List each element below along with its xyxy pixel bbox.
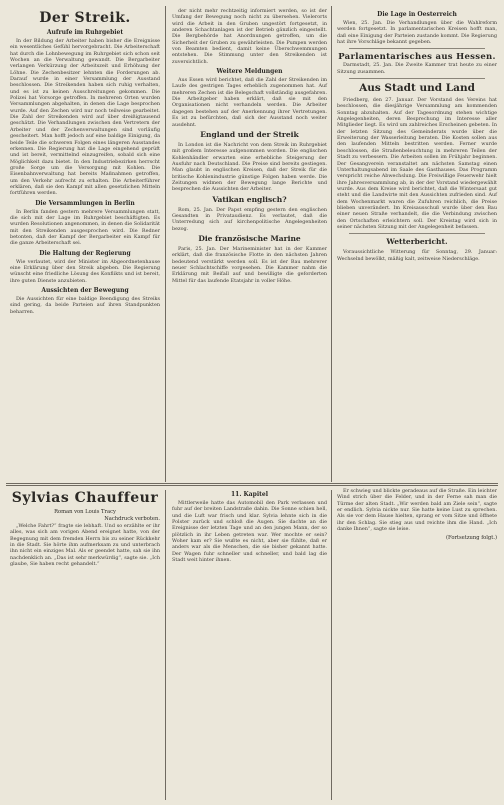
continued-note: (Fortsetzung folgt.) bbox=[445, 535, 497, 542]
feuilleton-rule bbox=[6, 485, 498, 486]
column-3 bbox=[337, 8, 497, 263]
article-body: Die Aussichten für eine baldige Beendigung des Streiks sind gering, da beide Parteien auf ihren Standpunkten beharren. bbox=[10, 296, 160, 315]
feuilleton-rule bbox=[6, 483, 498, 484]
feuilleton-text: Er schwieg und blickte geradeaus auf die Straße. Ein leichter Wind strich über die Felder, und in der Ferne sah man die Türme der alten Stadt. „Wir werden bald am Ziele sein“, sagte er endlich. Sylvia nickte nur. Sie hatte keine Lust zu sprechen. Als sie vor dem Hause hielten, sprang er vom Sitze und öffnete ihr den Schlag. Sie stieg aus und reichte ihm die Hand. „Ich danke Ihnen“, sagte sie leise. bbox=[337, 488, 497, 533]
article-heading: Die französische Marine bbox=[198, 233, 301, 243]
article-body: In Berlin fanden gestern mehrere Versammlungen statt, die sich mit der Lage im Ruhrgebiet beschäftigten. Es wurden Resolutionen angenommen, in denen die Solidarität mit den Streikenden ausgesprochen wird. Die Redner betonten, daß der Kampf der Bergarbeiter ein Kampf für die ganze Arbeiterschaft sei. bbox=[10, 208, 160, 247]
feuilleton-column-3 bbox=[337, 488, 497, 542]
article-body: In London ist die Nachricht von dem Streik im Ruhrgebiet mit großem Interesse aufgenommen worden. Die englischen Kohlenhändler erwarten eine erhebliche Steigerung der Ausfuhr nach Deutschland. Die Preise sind bereits gestiegen. Man glaubt in englischen Kreisen, daß der Streik für die britische Kohlenindustrie günstige Folgen haben werde. Die Zeitungen widmen der Bewegung lange Berichte und besprechen die Aussichten der Arbeiter. bbox=[172, 141, 327, 193]
article-subheading: Aufrufe im Ruhrgebiet bbox=[46, 29, 124, 36]
article-body: Paris, 25. Jan. Der Marineminister hat in der Kammer erklärt, daß die französische Flotte in den nächsten Jahren bedeutend verstärkt werden soll. Es ist der Bau mehrerer neuer Schlachtschiffe vorgesehen. Die Kammer nahm die Erklärung mit Beifall auf und bewilligte die geforderten Mittel für das laufende Etatsjahr in voller Höhe. bbox=[172, 245, 327, 284]
section-heading: Wetterbericht. bbox=[386, 237, 448, 247]
article-heading: Der Streik. bbox=[39, 10, 131, 26]
divider bbox=[349, 233, 485, 234]
article-subheading: Weitere Meldungen bbox=[216, 68, 283, 76]
column-rule bbox=[165, 6, 166, 482]
article-subheading: Aussichten der Bewegung bbox=[41, 287, 129, 295]
article-body: der nicht mehr rechtzeitig informiert werden, so ist der Umfang der Bewegung noch nicht zu übersehen. Vielerorts wird die Arbeit in den Gruben ungestört fortgesetzt, in anderen Schachtanlagen ist der Betrieb gänzlich eingestellt. Die Bergbehörde hat Anordnungen getroffen, um die Sicherheit der Gruben zu gewährleisten. Die Pumpen werden von Beamten bedient, damit keine Überschwemmungen entstehen. Die Stimmung unter den Streikenden ist zuversichtlich. bbox=[172, 8, 327, 65]
article-subheading: Die Lage in Oesterreich bbox=[377, 11, 457, 18]
section-heading: Aus Stadt und Land bbox=[359, 82, 475, 95]
article-body: In der Bildung der Arbeiter haben bisher die Ereignisse ein wesentliches Gefühl hervorgebracht. Die Arbeiterschaft hat durch die Lohnbewegung im Ruhrgebiet sich schon seit Wochen an die Verwaltung gewandt. Die Bergarbeiter verlangen Verkürzung der Arbeitszeit und Erhöhung der Löhne. Die Zechenbesitzer lehnten die Forderungen ab. Darauf wurde in einer Versammlung der Ausstand beschlossen. Die Streikenden haben sich ruhig verhalten, und es ist zu keinen Ausschreitungen gekommen. Die Polizei hat Vorsorge getroffen. In mehreren Orten wurden Versammlungen abgehalten, in denen die Lage besprochen wurde. Auf den Zechen wird nur noch teilweise gearbeitet. Die Zahl der Streikenden wird auf über dreißigtausend geschätzt. Die Verhandlungen zwischen den Vertretern der Arbeiter und der Zechenverwaltungen sind vorläufig gescheitert. Man hofft jedoch auf eine baldige Einigung, da beide Teile die schweren Folgen eines längeren Ausstandes erkennen. Die Regierung hat die Lage eingehend geprüft und ist bereit, vermittelnd einzugreifen, sobald sich eine Möglichkeit dazu bietet. In den Industriebezirken herrscht große Sorge um die Versorgung mit Kohlen. Die Eisenbahnverwaltung hat bereits Maßnahmen getroffen, um den Verkehr aufrecht zu erhalten. Die Arbeiterführer erklären, daß sie den Kampf mit allen gesetzlichen Mitteln fortführen werden. bbox=[10, 38, 160, 197]
feuilleton-text: Mittlerweile hatte das Automobil den Park verlassen und fuhr auf der breiten Landstraße dahin. Die Sonne schien hell, und die Luft war frisch und klar. Sylvia lehnte sich in die Polster zurück und schloß die Augen. Sie dachte an die Ereignisse der letzten Tage und an den jungen Mann, der so plötzlich in ihr Leben getreten war. Wer mochte er sein? Woher kam er? Sie wußte es nicht, aber sie fühlte, daß er anders war als die Menschen, die sie bisher gekannt hatte. Der Wagen fuhr schneller und schneller, und bald lag die Stadt weit hinter ihnen. bbox=[172, 500, 327, 564]
feuilleton-column-2 bbox=[172, 488, 327, 564]
feuilleton-byline: Roman von Louis Tracy bbox=[54, 509, 116, 515]
article-body: Voraussichtliche Witterung für Sonntag, 29. Januar: Wechselnd bewölkt, mäßig kalt, zeitweise Niederschläge. bbox=[337, 249, 497, 262]
divider bbox=[349, 48, 485, 49]
article-heading: Vatikan englisch? bbox=[212, 194, 287, 204]
article-body: Wien, 25. Jan. Die Verhandlungen über die Wahlreform werden fortgesetzt. In parlamentarischen Kreisen hofft man, daß eine Einigung der Parteien zustande kommt. Die Regierung hat ihre Vorschläge bekannt gegeben. bbox=[337, 20, 497, 46]
feuilleton-title: Sylvias Chauffeur bbox=[11, 490, 159, 506]
article-body: Wie verlautet, wird der Minister im Abgeordnetenhause eine Erklärung über den Streik abgeben. Die Regierung wünscht eine friedliche Lösung des Konflikts und ist bereit, ihre guten Dienste anzubieten. bbox=[10, 258, 160, 284]
feuilleton-text: „Welche Fahrt?“ fragte sie lebhaft. Und so erzählte er ihr alles, was sich am vorigen Abend ereignet hatte, von der Begegnung mit dem fremden Herrn bis zu seiner Rückkehr in die Stadt. Sie hörte ihm aufmerksam zu und unterbrach ihn nicht ein einziges Mal. Als er geendet hatte, sah sie ihn nachdenklich an. „Das ist sehr merkwürdig“, sagte sie. „Ich glaube, Sie haben recht gehandelt.“ bbox=[10, 523, 160, 568]
article-heading: England und der Streik bbox=[200, 129, 299, 139]
article-subheading: Die Haltung der Regierung bbox=[39, 249, 131, 257]
section-heading: Parlamentarisches aus Hessen. bbox=[338, 52, 496, 63]
column-2 bbox=[172, 8, 327, 285]
article-body: Aus Essen wird berichtet, daß die Zahl der Streikenden im Laufe des gestrigen Tages erheblich zugenommen hat. Auf mehreren Zechen ist die Belegschaft vollständig ausgefahren. Die Arbeitgeber haben erklärt, daß sie mit den Organisationen nicht verhandeln werden. Die Arbeiter dagegen bestehen auf der Anerkennung ihrer Vertretungen. Es ist zu befürchten, daß sich der Ausstand noch weiter ausdehnt. bbox=[172, 77, 327, 128]
article-body: Friedberg, den 27. Januar. Der Vorstand des Vereins hat beschlossen, die diesjährige Versammlung am kommenden Sonntag abzuhalten. Auf der Tagesordnung stehen wichtige Angelegenheiten, deren Besprechung im Interesse aller Mitglieder liegt. Es wird um zahlreiches Erscheinen gebeten. In der letzten Sitzung des Gemeinderats wurde über die Erweiterung der Wasserleitung beraten. Die Kosten sollen aus den laufenden Mitteln bestritten werden. Ferner wurde beschlossen, die Straßenbeleuchtung in mehreren Teilen der Stadt zu verbessern. Die Arbeiten sollen im Frühjahr beginnen. Der Gesangverein veranstaltet am nächsten Samstag einen Unterhaltungsabend im Saale des Gasthauses. Das Programm verspricht reiche Abwechslung. Die Freiwillige Feuerwehr hielt ihre Jahresversammlung ab, in der der Vorstand wiedergewählt wurde. Aus dem Kreise wird berichtet, daß die Wintersaat gut steht und die Landwirte mit den Aussichten zufrieden sind. Auf dem Wochenmarkt waren die Zufuhren reichlich, die Preise blieben unverändert. Im Kreisausschuß wurde über den Bau einer neuen Straße verhandelt, die die Verbindung zwischen den Ortschaften erleichtern soll. Der Kreistag wird sich in seiner nächsten Sitzung mit der Angelegenheit befassen. bbox=[337, 97, 497, 230]
column-rule bbox=[331, 490, 332, 800]
feuilleton-note: Nachdruck verboten. bbox=[104, 516, 160, 522]
column-1 bbox=[10, 8, 160, 316]
feuilleton-column-1 bbox=[10, 488, 160, 568]
divider bbox=[349, 78, 485, 79]
article-body: Rom, 25. Jan. Der Papst empfing gestern den englischen Gesandten in Privataudienz. Es verlautet, daß die Unterredung sich auf kirchenpolitische Angelegenheiten bezog. bbox=[172, 206, 327, 232]
article-body: Darmstadt, 25. Jan. Die Zweite Kammer trat heute zu einer Sitzung zusammen. bbox=[337, 62, 497, 75]
column-rule bbox=[331, 6, 332, 482]
column-rule bbox=[165, 490, 166, 800]
article-subheading: Die Versammlungen in Berlin bbox=[35, 199, 135, 207]
chapter-heading: 11. Kapitel bbox=[231, 491, 268, 498]
